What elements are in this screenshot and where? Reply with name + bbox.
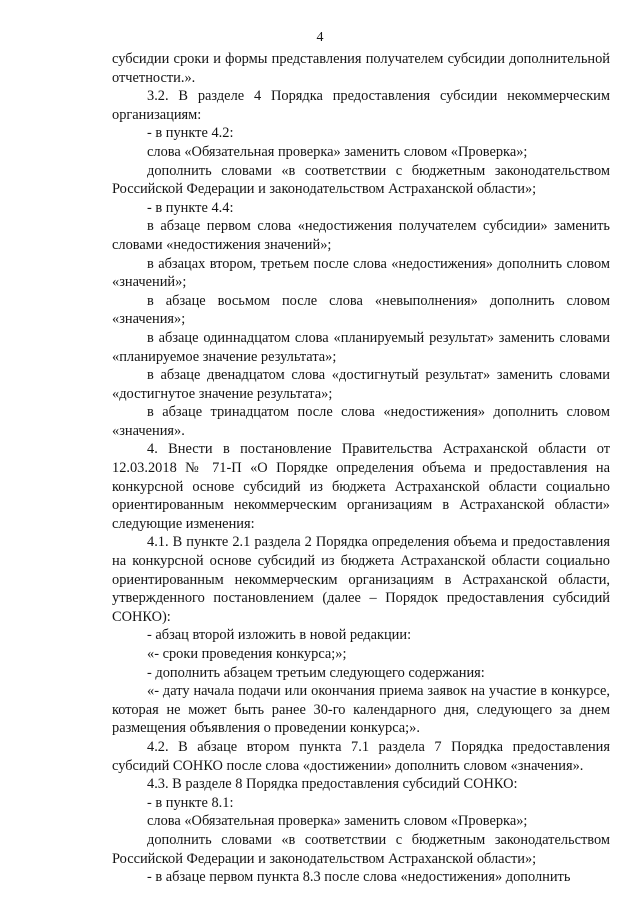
paragraph: субсидии сроки и формы представления получателем субсидии дополнительной отчетности.». <box>112 51 610 86</box>
paragraph: «- сроки проведения конкурса;»; <box>147 646 347 662</box>
page-number: 4 <box>316 30 324 45</box>
paragraph: - в абзаце первом пункта 8.3 после слова «недостижения» дополнить <box>147 869 571 886</box>
paragraph: в абзаце первом слова «недостижения получателем субсидии» заменить словами «недостижения значений»; <box>112 218 610 253</box>
paragraph: дополнить словами «в соответствии с бюджетным законодательством Российской Федерации и законодательством Астраханской области»; <box>112 831 610 867</box>
paragraph: дополнить словами «в соответствии с бюджетным законодательством Российской Федерации и законодательством Астраханской области»; <box>112 162 610 198</box>
paragraph: слова «Обязательная проверка» заменить словом «Проверка»; <box>147 143 528 160</box>
paragraph: 4.1. В пункте 2.1 раздела 2 Порядка определения объема и предоставления на конкурсной основе субсидий из бюджета Астраханской области социально ориентированным некоммерческим организациям в Астраханской области, утвержденного постановлением (далее – Порядок предоставления субсидий СОНКО): <box>112 534 610 625</box>
paragraph: в абзаце восьмом после слова «невыполнения» дополнить словом «значения»; <box>112 292 610 328</box>
paragraph: 4.2. В абзаце втором пункта 7.1 раздела 7 Порядка предоставления субсидий СОНКО после слова «достижении» дополнить словом «значения». <box>112 738 610 774</box>
document-body <box>112 50 610 887</box>
paragraph: в абзаце двенадцатом слова «достигнутый результат» заменить словами «достигнутое значение результата»; <box>112 367 610 402</box>
paragraph: - абзац второй изложить в новой редакции: <box>147 627 412 644</box>
paragraph: в абзацах втором, третьем после слова «недостижения» дополнить словом «значений»; <box>112 255 610 291</box>
paragraph: 3.2. В разделе 4 Порядка предоставления субсидии некоммерческим организациям: <box>112 88 610 123</box>
paragraph: 4.3. В разделе 8 Порядка предоставления субсидий СОНКО: <box>147 776 518 793</box>
paragraph: в абзаце тринадцатом после слова «недостижения» дополнить словом «значения». <box>112 404 610 439</box>
paragraph: - в пункте 4.4: <box>147 199 234 216</box>
paragraph: - в пункте 4.2: <box>147 125 234 142</box>
paragraph: 4. Внести в постановление Правительства Астраханской области от 12.03.2018 № 71-П «О Порядке определения объема и предоставления на конкурсной основе субсидий из бюджета Астраханской области социально ориентированным некоммерческим организациям в Астраханской области» следующие изменения: <box>112 441 610 532</box>
paragraph: - в пункте 8.1: <box>147 794 234 811</box>
paragraph: в абзаце одиннадцатом слова «планируемый результат» заменить словами «планируемое значение результата»; <box>112 329 610 365</box>
paragraph: слова «Обязательная проверка» заменить словом «Проверка»; <box>147 813 528 830</box>
paragraph: - дополнить абзацем третьим следующего содержания: <box>147 664 485 681</box>
paragraph: «- дату начала подачи или окончания приема заявок на участие в конкурсе, которая не может быть ранее 30-го календарного дня, следующего за днем размещения объявления о проведении конкурса;». <box>112 683 610 737</box>
